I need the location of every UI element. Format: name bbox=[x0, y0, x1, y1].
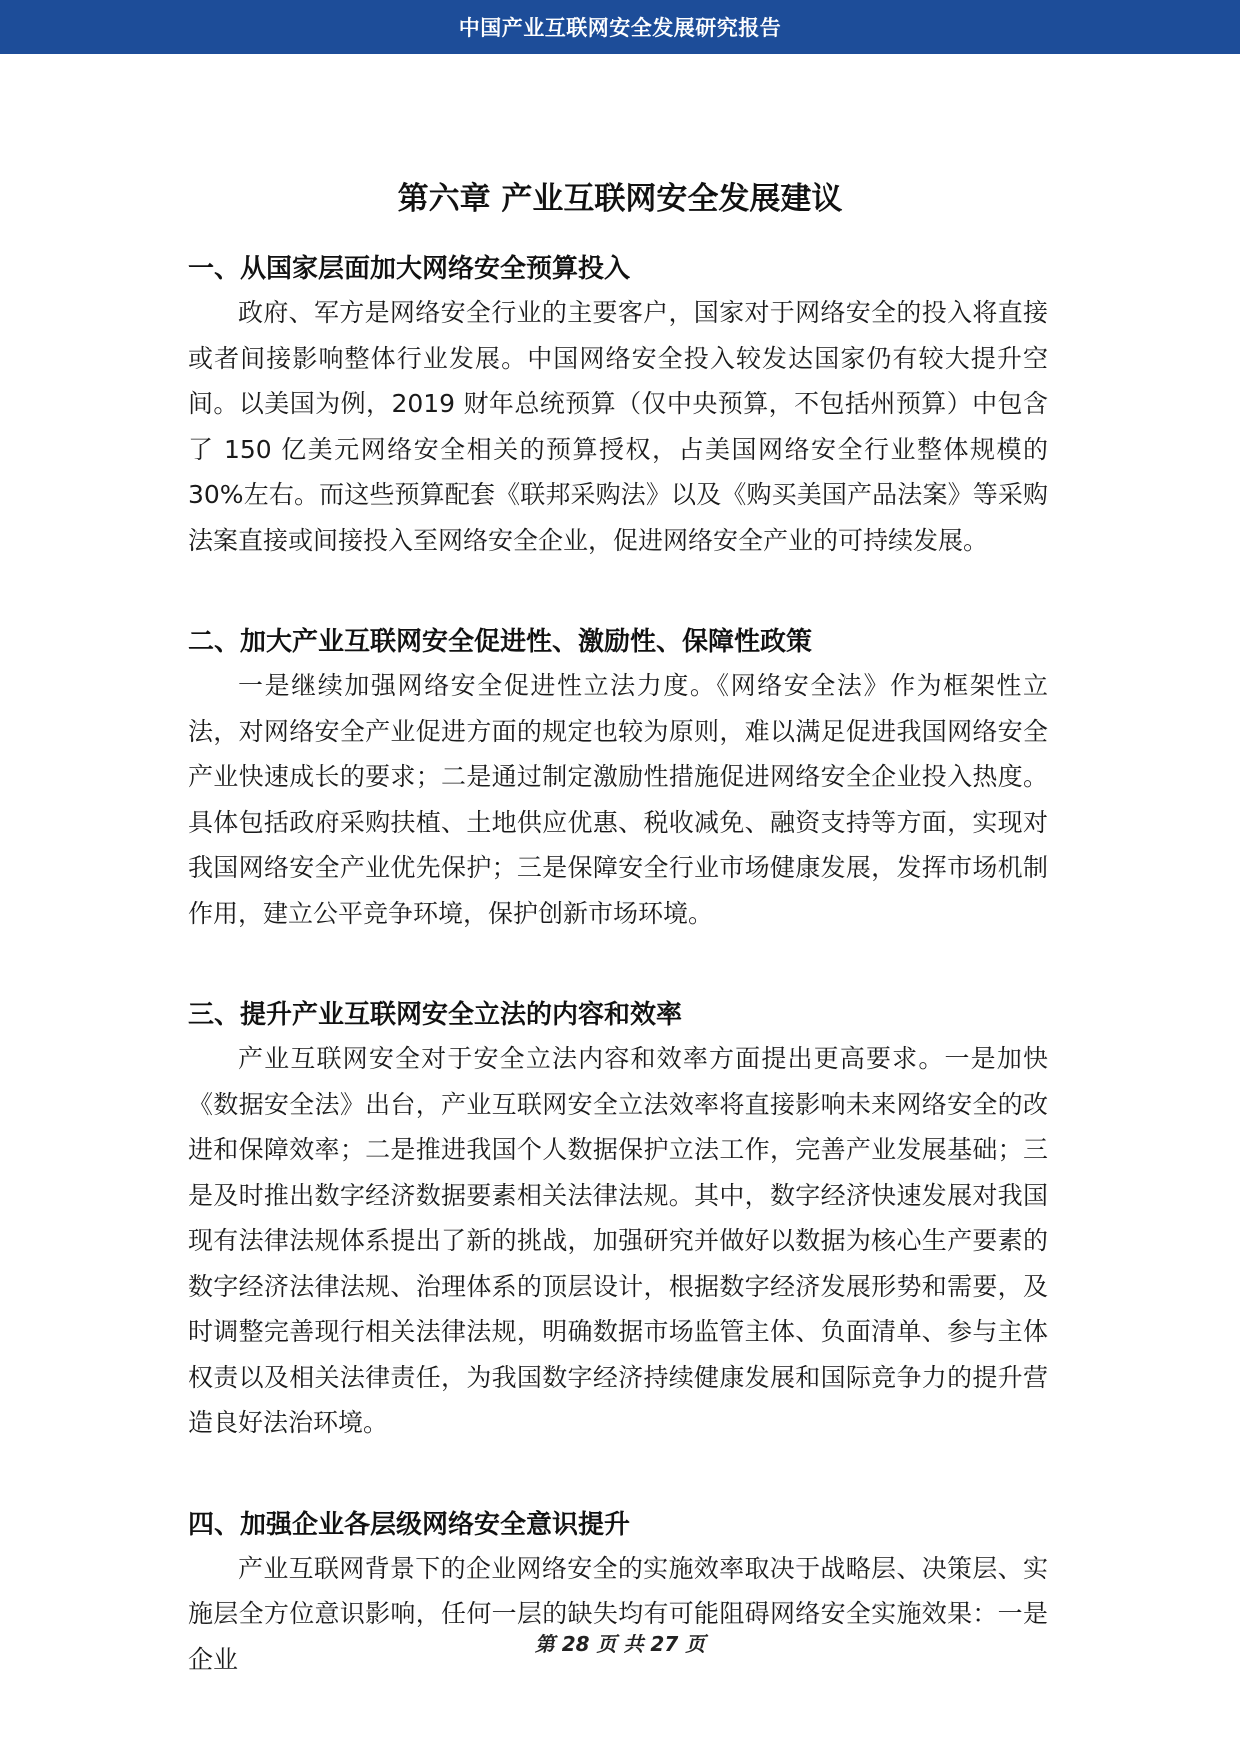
section-1 bbox=[188, 248, 1048, 563]
section-paragraph: 政府、军方是网络安全行业的主要客户，国家对于网络安全的投入将直接或者间接影响整体行业发展。中国网络安全投入较发达国家仍有较大提升空间。以美国为例，2019 财年总统预算（仅中央预算，不包括州预算）中包含了 150 亿美元网络安全相关的预算授权，占美国网络安全行业整体规模的 30%左右。而这些预算配套《联邦采购法》以及《购买美国产品法案》等采购法案直接或间接投入至网络安全企业，促进网络安全产业的可持续发展。 bbox=[188, 298, 1048, 555]
page-number: 第 28 页 共 27 页 bbox=[534, 1632, 706, 1656]
section-paragraph: 一是继续加强网络安全促进性立法力度。《网络安全法》作为框架性立法，对网络安全产业促进方面的规定也较为原则，难以满足促进我国网络安全产业快速成长的要求；二是通过制定激励性措施促进网络安全企业投入热度。具体包括政府采购扶植、土地供应优惠、税收减免、融资支持等方面，实现对我国网络安全产业优先保护；三是保障安全行业市场健康发展，发挥市场机制作用，建立公平竞争环境，保护创新市场环境。 bbox=[188, 671, 1048, 928]
section-2 bbox=[188, 621, 1048, 936]
section-heading: 三、提升产业互联网安全立法的内容和效率 bbox=[188, 1000, 683, 1030]
section-3 bbox=[188, 994, 1048, 1446]
document-content bbox=[188, 248, 1048, 1740]
section-paragraph: 产业互联网安全对于安全立法内容和效率方面提出更高要求。一是加快《数据安全法》出台，产业互联网安全立法效率将直接影响未来网络安全的改进和保障效率；二是推进我国个人数据保护立法工作，完善产业发展基础；三是及时推出数字经济数据要素相关法律法规。其中，数字经济快速发展对我国现有法律法规体系提出了新的挑战，加强研究并做好以数据为核心生产要素的数字经济法律法规、治理体系的顶层设计，根据数字经济发展形势和需要，及时调整完善现行相关法律法规，明确数据市场监管主体、负面清单、参与主体权责以及相关法律责任，为我国数字经济持续健康发展和国际竞争力的提升营造良好法治环境。 bbox=[188, 1044, 1048, 1437]
section-paragraph: 产业互联网背景下的企业网络安全的实施效率取决于战略层、决策层、实施层全方位意识影响，任何一层的缺失均有可能阻碍网络安全实施效果：一是企业 bbox=[188, 1553, 1048, 1674]
header-band bbox=[0, 0, 1240, 54]
header-title: 中国产业互联网安全发展研究报告 bbox=[458, 16, 782, 40]
section-heading: 四、加强企业各层级网络安全意识提升 bbox=[188, 1509, 631, 1540]
section-heading: 二、加大产业互联网安全促进性、激励性、保障性政策 bbox=[188, 627, 813, 657]
chapter-title: 第六章 产业互联网安全发展建议 bbox=[397, 180, 843, 217]
section-heading: 一、从国家层面加大网络安全预算投入 bbox=[188, 254, 631, 284]
